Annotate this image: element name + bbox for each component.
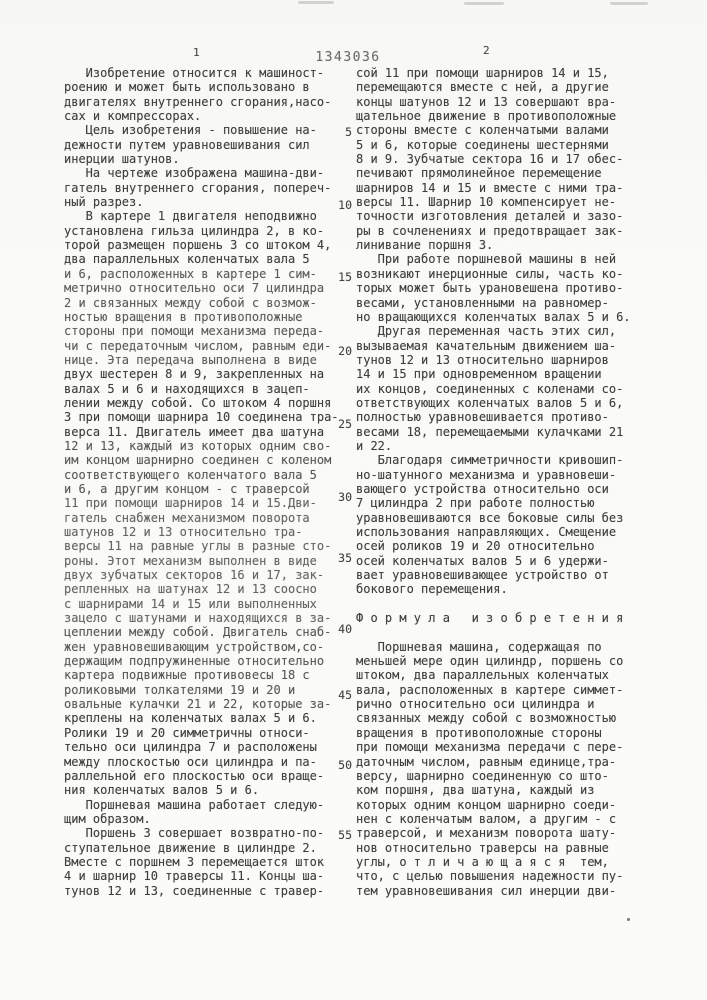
text-line: что, с целью повышения надежности пу- — [356, 869, 624, 884]
line-number: 15 — [338, 270, 352, 284]
text-line — [356, 625, 631, 639]
text-line: вает уравновешивающее устройство от — [356, 568, 609, 583]
text-line: овальные кулачки 21 и 22, которые за- — [64, 697, 332, 712]
line-number: 35 — [338, 551, 352, 565]
line-number: 30 — [338, 490, 352, 504]
text-line: рично относительно оси цилиндра и — [356, 697, 595, 712]
text-column-2 — [356, 66, 631, 898]
text-line: тунов 12 и 13 относительно шарниров — [356, 352, 609, 367]
text-line: 2 и связанных между собой с возмож- — [64, 295, 317, 310]
line-number: 55 — [338, 828, 352, 842]
line-number: 5 — [345, 125, 352, 139]
text-line: связанных между собой с возможностью — [356, 711, 617, 726]
text-line: сой 11 при помощи шарниров 14 и 15, — [356, 66, 609, 80]
text-line: версы 11 на равные углы в разные сто- — [64, 539, 332, 554]
text-line: полностью уравновешивается противо- — [356, 410, 609, 425]
text-line: тельно оси цилиндра 7 и расположены — [64, 740, 317, 755]
text-line: раллельной его плоскостью оси враще- — [64, 768, 325, 783]
text-line: шарниров 14 и 15 и вместе с ними тра- — [356, 180, 624, 195]
text-line: метрично относительно оси 7 цилиндра — [64, 281, 325, 296]
column-number-right: 2 — [483, 44, 490, 57]
text-line: валах 5 и 6 и находящихся в зацеп- — [64, 381, 310, 396]
text-line: креплены на коленчатых валах 5 и 6. — [64, 711, 317, 726]
text-line: осей роликов 19 и 20 относительно — [356, 539, 595, 554]
text-line: В картере 1 двигателя неподвижно — [64, 209, 317, 224]
text-line: ния коленчатых валов 5 и 6. — [64, 783, 260, 798]
text-line: щим образом. — [64, 811, 151, 826]
text-line: нов относительно траверсы на равные — [356, 840, 609, 855]
text-line: ком поршня, два шатуна, каждый из — [356, 783, 595, 798]
text-line: версы 11. Шарнир 10 компенсирует не- — [356, 195, 617, 210]
text-line: меньшей мере один цилиндр, поршень со — [356, 654, 624, 669]
text-line: 5 и 6, которые соединены шестернями — [356, 137, 609, 152]
text-line: тунов 12 и 13, соединенные с травер- — [64, 883, 325, 898]
text-line: печивают прямолинейное перемещение — [356, 166, 602, 181]
text-line: Другая переменная часть этих сил, — [356, 324, 617, 339]
column-number-left: 1 — [193, 46, 200, 59]
text-line: На чертеже изображена машина-дви- — [64, 166, 325, 181]
text-line: роны. Этот механизм выполнен в виде — [64, 553, 317, 568]
text-line: репленных на шатунах 12 и 13 соосно — [64, 582, 317, 597]
text-line: роению и может быть использовано в — [64, 80, 310, 95]
text-line: возникают инерционные силы, часть ко- — [356, 266, 624, 281]
text-line: Благодаря симметричности кривошип- — [356, 453, 624, 468]
text-line: при помощи механизма передачи с пере- — [356, 740, 624, 755]
text-line: между плоскостью оси цилиндра и па- — [64, 754, 317, 769]
text-line: траверсой, и механизм поворота шату- — [356, 826, 617, 841]
text-line: но вращающихся коленчатых валах 5 и 6. — [356, 309, 631, 324]
text-line: уравновешиваются все боковые силы без — [356, 510, 624, 525]
text-line: стороны вместе с коленчатыми валами — [356, 123, 609, 138]
text-line: вращения в противоположные стороны — [356, 725, 602, 740]
text-line: линивание поршня 3. — [356, 238, 494, 253]
text-line: нице. Эта передача выполнена в виде — [64, 352, 317, 367]
line-number: 50 — [338, 758, 352, 772]
text-line: инерции шатунов. — [64, 152, 180, 167]
text-line: Поршневая машина работает следую- — [64, 797, 325, 812]
text-line: картера подвижные противовесы 18 с — [64, 668, 310, 683]
line-number-gutter — [330, 0, 352, 1000]
text-column-1 — [64, 66, 339, 898]
line-number: 40 — [338, 622, 352, 636]
text-line: их концов, соединенных с коленами со- — [356, 381, 624, 396]
text-line: использования направляющих. Смещение — [356, 525, 617, 539]
text-line: бокового перемещения. — [356, 582, 508, 597]
text-line: соответствующего коленчатого вала 5 — [64, 467, 317, 482]
text-line: Изобретение относится к машиност- — [64, 66, 325, 80]
text-line: но-шатунного механизма и уравновеши- — [356, 467, 617, 482]
text-line: точности изготовления деталей и зазо- — [356, 209, 624, 224]
text-line: вала, расположенных в картере симмет- — [356, 682, 624, 697]
text-line: роликовыми толкателями 19 и 20 и — [64, 682, 296, 697]
text-line: тем уравновешивания сил инерции дви- — [356, 883, 617, 898]
text-line: Поршневая машина, содержащая по — [356, 639, 602, 654]
text-line: двух зубчатых секторов 16 и 17, зак- — [64, 568, 325, 583]
text-line: лении между собой. Со штоком 4 поршня — [64, 395, 332, 410]
text-line: гатель снабжен механизмом поворота — [64, 510, 310, 525]
text-line: версу, шарнирно соединенную со што- — [356, 768, 609, 783]
text-line: нен с коленчатым валом, а другим - с — [356, 811, 617, 826]
text-line: концы шатунов 12 и 13 совершают вра- — [356, 94, 617, 109]
text-line: углы, о т л и ч а ю щ а я с я тем, — [356, 854, 609, 869]
text-line: Вместе с поршнем 3 перемещается шток — [64, 854, 325, 869]
text-line: весами 18, перемещаемыми кулачками 21 — [356, 424, 624, 439]
text-line: и 22. — [356, 438, 393, 453]
text-line: вызываемая качательным движением ша- — [356, 338, 617, 353]
text-line: При работе поршневой машины в ней — [356, 252, 617, 267]
text-line: 11 при помощи шарниров 14 и 15.Дви- — [64, 496, 317, 511]
text-line: верса 11. Двигатель имеет два шатуна — [64, 424, 325, 439]
line-number: 10 — [338, 198, 352, 212]
text-line: установлена гильза цилиндра 2, в ко- — [64, 223, 325, 238]
text-line: ступательное движение в цилиндре 2. — [64, 840, 317, 855]
text-line: ры в сочленениях и предотвращает зак- — [356, 223, 624, 238]
text-line: ответствующих коленчатых валов 5 и 6, — [356, 395, 624, 410]
text-line: дежности путем уравновешивания сил — [64, 137, 310, 152]
text-line: осей коленчатых валов 5 и 6 удержи- — [356, 553, 609, 568]
text-line: вающего устройства относительно оси — [356, 481, 609, 496]
text-line: цеплении между собой. Двигатель снаб- — [64, 625, 332, 640]
text-line: и 6, расположенных в картере 1 сим- — [64, 266, 317, 281]
text-line: чи с передаточным числом, равным еди- — [64, 338, 332, 353]
text-line: держащим подпружиненные относительно — [64, 654, 325, 669]
text-line: торой размещен поршень 3 со штоком 4, — [64, 238, 332, 253]
line-number: 25 — [338, 417, 352, 431]
text-line: ный разрез. — [64, 195, 144, 210]
text-line: 7 цилиндра 2 при работе полностью — [356, 496, 595, 511]
text-line: которых одним концом шарнирно соеди- — [356, 797, 617, 812]
text-line: два параллельных коленчатых вала 5 — [64, 252, 310, 267]
text-line: даточным числом, равным единице,тра- — [356, 754, 617, 769]
text-line: и 6, а другим концом - с траверсой — [64, 481, 310, 496]
text-line: 3 при помощи шарнира 10 соединена тра- — [64, 410, 339, 425]
text-line: сах и компрессорах. — [64, 109, 202, 124]
text-line: Поршень 3 совершает возвратно-по- — [64, 826, 325, 841]
text-line: им концом шарнирно соединен с коленом — [64, 453, 332, 468]
text-line: 8 и 9. Зубчатые сектора 16 и 17 обес- — [356, 152, 624, 167]
line-number: 20 — [338, 344, 352, 358]
text-line: ностью вращения в противоположные — [64, 309, 303, 324]
line-number: 45 — [338, 688, 352, 702]
text-line — [356, 597, 631, 611]
text-line: штоком, два параллельных коленчатых — [356, 668, 609, 683]
text-line: гатель внутреннего сгорания, попереч- — [64, 180, 332, 195]
scan-artifact — [298, 1, 334, 4]
text-line: стороны при помощи механизма переда- — [64, 324, 325, 339]
text-line: 14 и 15 при одновременном вращении — [356, 367, 602, 382]
text-line: двух шестерен 8 и 9, закрепленных на — [64, 367, 325, 382]
text-line: 12 и 13, каждый из которых одним сво- — [64, 438, 332, 453]
text-line: Цель изобретения - повышение на- — [64, 123, 317, 138]
text-line: Ролики 19 и 20 симметричны относи- — [64, 725, 310, 740]
text-line: двигателях внутреннего сгорания,насо- — [64, 94, 332, 109]
text-line: с шарнирами 14 и 15 или выполненных — [64, 596, 317, 611]
scan-artifact — [610, 2, 648, 5]
scan-artifact — [464, 2, 504, 5]
text-line: шатунов 12 и 13 относительно тра- — [64, 525, 303, 539]
text-line: Ф о р м у л а и з о б р е т е н и я — [356, 611, 624, 626]
text-line: перемещаются вместе с ней, а другие — [356, 80, 609, 95]
scan-artifact — [627, 918, 630, 921]
text-line: торых может быть урановешена противо- — [356, 281, 624, 296]
text-line: 4 и шарнир 10 траверсы 11. Концы ша- — [64, 869, 325, 884]
patent-number: 1343036 — [315, 50, 381, 65]
text-line: зацело с шатунами и находящихся в за- — [64, 611, 332, 626]
text-line: жен уравновешивающим устройством,со- — [64, 639, 325, 654]
text-line: весами, установленными на равномер- — [356, 295, 609, 310]
text-line: щательное движение в противоположные — [356, 109, 617, 124]
